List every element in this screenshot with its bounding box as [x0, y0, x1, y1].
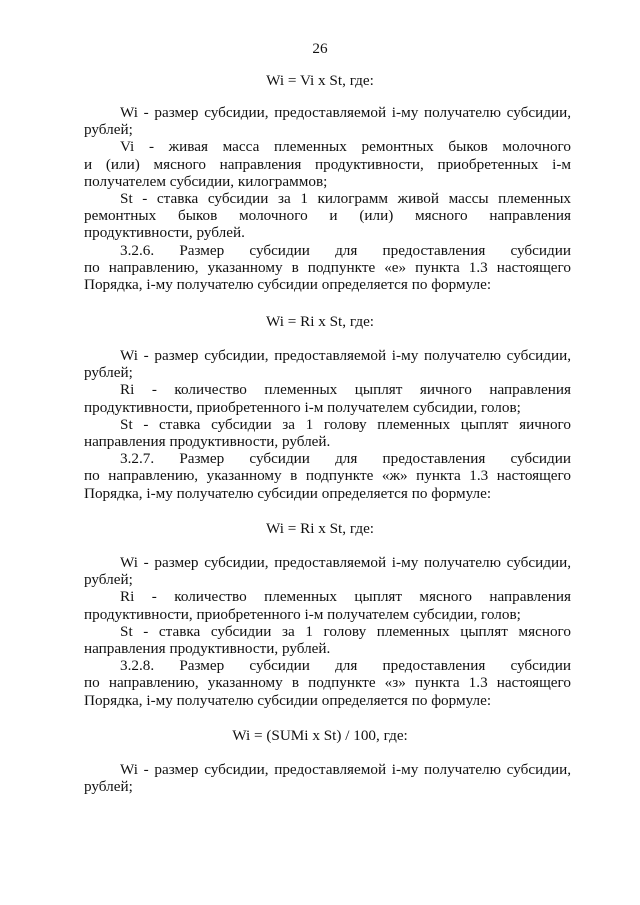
text-line: Wi - размер субсидии, предоставляемой i-му получателю субсидии, [120, 761, 571, 778]
text-line: ремонтных быков молочного и (или) мясного направления [84, 207, 571, 225]
text-line: направления продуктивности, рублей. [84, 433, 331, 451]
text-line: рублей; [84, 571, 133, 589]
paragraph-3-2-6: 3.2.6. Размер субсидии для предоставления субсидии [120, 241, 571, 259]
text-line: рублей; [84, 364, 133, 382]
formula-wi-ri-st-egg: Wi = Ri x St, где: [265, 313, 375, 330]
section-4-text [84, 761, 571, 795]
text-line: по направлению, указанному в подпункте «е» пункта 1.3 настоящего [84, 258, 571, 276]
text-line: по направлению, указанному в подпункте «з» пункта 1.3 настоящего [84, 674, 571, 692]
text-line: направления продуктивности, рублей. [84, 640, 331, 658]
section-2-text [84, 347, 571, 502]
paragraph-3-2-7: 3.2.7. Размер субсидии для предоставления субсидии [120, 450, 571, 468]
text-line: получателем субсидии, килограммов; [84, 172, 328, 190]
section-3-text [84, 554, 571, 709]
text-line: продуктивности, приобретенного i-м получателем субсидии, голов; [84, 398, 521, 416]
text-line: по направлению, указанному в подпункте «ж» пункта 1.3 настоящего [84, 467, 571, 485]
text-line: и (или) мясного направления продуктивности, приобретенных i-м [84, 155, 571, 173]
text-line: рублей; [84, 778, 133, 796]
text-line: Wi - размер субсидии, предоставляемой i-му получателю субсидии, [120, 554, 571, 571]
text-line: St - ставка субсидии за 1 голову племенных цыплят яичного [120, 415, 571, 433]
text-line: Порядка, i-му получателю субсидии определяется по формуле: [84, 691, 492, 709]
paragraph-3-2-8: 3.2.8. Размер субсидии для предоставления субсидии [120, 657, 571, 675]
text-line: Порядка, i-му получателю субсидии определяется по формуле: [84, 484, 492, 502]
text-line: Ri - количество племенных цыплят яичного направления [120, 381, 571, 399]
text-line: продуктивности, приобретенного i-м получателем субсидии, голов; [84, 605, 521, 623]
text-line: St - ставка субсидии за 1 голову племенных цыплят мясного [120, 622, 571, 640]
text-line: St - ставка субсидии за 1 килограмм живой массы племенных [120, 190, 571, 208]
text-line: продуктивности, рублей. [84, 224, 245, 242]
formula-wi-ri-st-meat: Wi = Ri x St, где: [265, 520, 375, 537]
text-line: Wi - размер субсидии, предоставляемой i-му получателю субсидии, [120, 104, 571, 121]
text-line: Vi - живая масса племенных ремонтных быков молочного [120, 138, 571, 156]
page-number: 26 [312, 40, 328, 57]
text-line: Порядка, i-му получателю субсидии определяется по формуле: [84, 276, 492, 294]
formula-wi-sumi-st: Wi = (SUMi x St) / 100, где: [232, 727, 408, 744]
text-line: Ri - количество племенных цыплят мясного направления [120, 588, 571, 606]
section-1-text [84, 104, 571, 293]
formula-wi-vi-st: Wi = Vi x St, где: [266, 72, 374, 89]
text-line: рублей; [84, 121, 133, 139]
text-line: Wi - размер субсидии, предоставляемой i-му получателю субсидии, [120, 347, 571, 364]
